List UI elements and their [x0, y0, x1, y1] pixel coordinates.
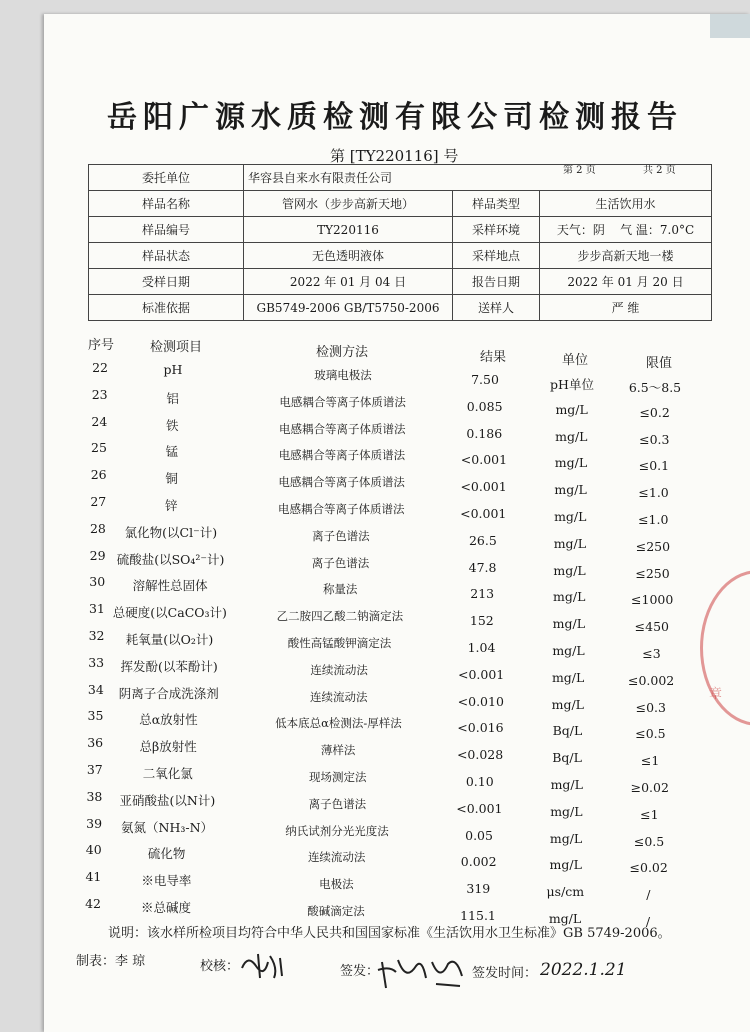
row-unit: mg/L	[555, 428, 588, 444]
sample-no-value: TY220116	[244, 217, 453, 243]
header-unit: 单位	[562, 353, 589, 368]
row-unit: mg/L	[554, 482, 587, 498]
row-result: 26.5	[468, 532, 497, 548]
row-unit: mg/L	[553, 535, 587, 551]
row-unit: mg/L	[553, 589, 586, 605]
row-method: 离子色谱法	[311, 555, 370, 570]
row-method: 电感耦合等离子体质谱法	[278, 475, 405, 490]
row-item: 铜	[165, 471, 178, 487]
row-method: 薄样法	[320, 743, 356, 758]
row-item: ※总碱度	[140, 900, 191, 915]
row-result: 0.002	[460, 854, 497, 870]
row-no: 37	[86, 762, 103, 777]
sample-info-table	[88, 164, 712, 321]
row-item: 硫酸盐(以SO₄²⁻计)	[116, 551, 225, 567]
checker-signature	[238, 948, 288, 982]
page-current: 第 2 页	[563, 165, 596, 176]
row-unit: mg/L	[550, 803, 583, 819]
row-item: 氯化物(以Cl⁻计)	[124, 524, 218, 540]
report-date-label: 报告日期	[453, 269, 540, 295]
conclusion-note: 说明：该水样所检项目均符合中华人民共和国国家标准《生活饮用水卫生标准》GB 5749-2006。	[108, 926, 671, 941]
row-limit: ≤1000	[631, 592, 674, 608]
row-limit: 6.5～8.5	[628, 380, 682, 395]
std-value: GB5749-2006 GB/T5750-2006	[244, 295, 453, 321]
row-result: 115.1	[460, 908, 496, 923]
row-unit: mg/L	[554, 455, 588, 471]
report-number: 第 [TY220116] 号	[330, 147, 459, 165]
row-item: 锌	[164, 498, 178, 513]
row-limit: ≤3	[642, 646, 661, 661]
row-unit: mg/L	[549, 857, 582, 873]
row-item: 铁	[166, 417, 179, 433]
row-item: pH	[163, 362, 183, 377]
row-method: 乙二胺四乙酸二钠滴定法	[276, 609, 404, 624]
row-method: 玻璃电极法	[314, 368, 372, 382]
row-no: 24	[91, 413, 108, 429]
env-value	[540, 217, 712, 243]
row-method: 连续流动法	[310, 662, 368, 677]
row-item: 硫化物	[147, 846, 186, 862]
row-no: 25	[91, 440, 107, 456]
row-result: 1.04	[467, 640, 496, 655]
row-unit: mg/L	[549, 830, 583, 846]
row-item: ※电导率	[141, 873, 192, 889]
row-no: 28	[89, 520, 106, 536]
row-limit: ≤1.0	[638, 512, 669, 527]
client-label: 委托单位	[89, 165, 244, 191]
row-method: 低本底总α检测法-厚样法	[275, 716, 402, 731]
row-method: 离子色谱法	[312, 528, 370, 543]
row-unit: Bq/L	[552, 750, 582, 766]
row-unit: pH单位	[550, 377, 594, 392]
row-unit: mg/L	[554, 509, 587, 524]
row-unit: μs/cm	[546, 884, 585, 900]
row-limit: ≤250	[635, 565, 670, 581]
row-result: <0.010	[457, 693, 504, 709]
maker	[76, 950, 145, 969]
row-no: 40	[85, 842, 102, 858]
sender-value: 严 维	[540, 295, 712, 321]
row-no: 32	[88, 628, 105, 643]
row-item: 氨氮（NH₃-N）	[121, 819, 214, 835]
page-corner	[710, 14, 750, 38]
recv-date-value: 2022 年 01 月 04 日	[244, 269, 453, 295]
row-limit: ≤450	[634, 619, 670, 635]
maker-label: 制表：	[76, 954, 116, 969]
row-limit: /	[646, 887, 651, 903]
row-method: 酸性高锰酸钾滴定法	[287, 636, 392, 650]
row-limit: ≤0.5	[633, 833, 665, 849]
row-method: 酸碱滴定法	[307, 904, 365, 918]
header-method: 检测方法	[316, 345, 369, 360]
row-limit: ≤1.0	[638, 485, 669, 501]
row-unit: mg/L	[548, 911, 582, 926]
client-value: 华容县自来水有限责任公司	[244, 165, 712, 191]
row-limit: ≤1	[640, 806, 659, 822]
row-no: 30	[89, 574, 106, 590]
issuer-label: 签发：	[340, 964, 380, 979]
sample-no-label: 样品编号	[89, 217, 244, 243]
row-method: 电感耦合等离子体质谱法	[279, 394, 406, 409]
row-result: 7.50	[471, 372, 499, 387]
row-item: 二氧化氯	[142, 766, 193, 781]
report-title: 岳阳广源水质检测有限公司检测报告	[107, 100, 683, 135]
row-limit: ≤1	[640, 753, 660, 769]
env-weather: 天气：阴	[556, 223, 605, 237]
row-limit: ≤0.3	[639, 431, 670, 447]
page-total: 共 2 页	[643, 165, 676, 176]
header-no: 序号	[88, 338, 115, 353]
row-method: 称量法	[322, 582, 358, 597]
row-no: 26	[90, 467, 107, 483]
row-item: 总β放射性	[139, 739, 197, 755]
row-item: 挥发酚(以苯酚计)	[120, 658, 218, 674]
header-item: 检测项目	[150, 340, 203, 355]
env-label: 采样环境	[453, 217, 540, 243]
row-limit: ≤0.1	[638, 458, 670, 474]
header-result: 结果	[480, 350, 507, 365]
row-no: 42	[85, 896, 101, 911]
row-result: 0.186	[466, 425, 503, 441]
row-result: <0.001	[458, 666, 505, 682]
row-result: <0.028	[456, 747, 504, 763]
header-limit: 限值	[646, 356, 673, 371]
row-unit: mg/L	[551, 696, 584, 712]
row-result: 0.085	[466, 398, 503, 414]
row-unit: mg/L	[553, 562, 586, 578]
row-item: 亚硝酸盐(以N计)	[119, 792, 216, 808]
row-result: <0.001	[460, 452, 508, 468]
env-temp: 气 温：7.0°C	[620, 223, 695, 237]
issuer-signature	[376, 952, 468, 992]
sender-label: 送样人	[453, 295, 540, 321]
row-limit: ≤0.3	[635, 699, 666, 715]
row-unit: mg/L	[550, 777, 583, 792]
row-item: 总硬度(以CaCO₃计)	[112, 605, 227, 621]
row-limit: ≤0.02	[629, 860, 668, 876]
row-result: <0.001	[460, 479, 507, 495]
row-no: 38	[86, 788, 103, 804]
issue-time-label: 签发时间：	[472, 966, 538, 981]
stamp-fragment: 章	[709, 687, 723, 702]
row-item: 总α放射性	[139, 712, 198, 728]
row-unit: mg/L	[552, 616, 586, 632]
recv-date-label: 受样日期	[89, 269, 244, 295]
site-label: 采样地点	[453, 243, 540, 269]
row-result: 319	[466, 881, 491, 897]
row-no: 33	[88, 654, 105, 670]
report-date-value: 2022 年 01 月 20 日	[540, 269, 712, 295]
row-limit: /	[645, 914, 651, 929]
row-unit: Bq/L	[552, 723, 583, 739]
checker-label: 校核：	[200, 959, 240, 974]
row-limit: ≤250	[635, 538, 671, 554]
row-method: 电极法	[319, 877, 354, 892]
row-limit: ≤0.2	[639, 404, 670, 420]
state-value: 无色透明液体	[244, 243, 453, 269]
row-unit: mg/L	[551, 669, 585, 685]
row-method: 电感耦合等离子体质谱法	[278, 502, 405, 516]
row-method: 电感耦合等离子体质谱法	[278, 448, 406, 463]
row-item: 锰	[165, 444, 179, 460]
row-limit: ≥0.02	[630, 780, 669, 795]
state-label: 样品状态	[89, 243, 244, 269]
row-method: 现场测定法	[309, 770, 367, 784]
issue-time-value: 2022.1.21	[540, 960, 627, 980]
sample-type-value: 生活饮用水	[540, 191, 712, 217]
sample-type-label: 样品类型	[453, 191, 540, 217]
row-method: 连续流动法	[310, 689, 368, 704]
row-no: 36	[87, 735, 104, 751]
row-unit: mg/L	[552, 643, 585, 658]
row-limit: ≤0.5	[635, 726, 666, 742]
row-result: 47.8	[468, 559, 497, 575]
row-result: 0.05	[465, 827, 493, 843]
row-no: 27	[90, 494, 107, 509]
row-result: <0.001	[456, 800, 503, 816]
sample-name-label: 样品名称	[89, 191, 244, 217]
row-method: 离子色谱法	[308, 796, 367, 811]
row-item: 溶解性总固体	[132, 578, 208, 594]
site-value: 步步高新天地一楼	[540, 243, 712, 269]
sample-name-value: 管网水（步步高新天地）	[244, 191, 453, 217]
row-result: 213	[470, 586, 495, 602]
row-method: 连续流动法	[307, 850, 366, 865]
row-no: 31	[88, 601, 105, 617]
row-result: 152	[469, 613, 494, 629]
row-no: 39	[86, 815, 103, 831]
row-method: 纳氏试剂分光光度法	[285, 823, 389, 838]
row-method: 电感耦合等离子体质谱法	[279, 421, 406, 436]
row-result: 0.10	[465, 774, 494, 789]
maker-name: 李 琼	[115, 954, 146, 969]
row-no: 29	[89, 547, 106, 563]
row-no: 41	[85, 869, 102, 885]
row-limit: ≤0.002	[628, 672, 675, 688]
row-no: 23	[91, 386, 108, 402]
row-item: 阴离子合成洗涤剂	[118, 685, 219, 701]
row-no: 35	[87, 708, 104, 724]
row-item: 耗氧量(以O₂计)	[125, 632, 214, 647]
std-label: 标准依据	[89, 295, 244, 321]
row-unit: mg/L	[555, 401, 588, 417]
row-item: 铝	[166, 390, 179, 406]
row-no: 22	[92, 360, 108, 375]
row-result: <0.016	[457, 720, 504, 736]
row-no: 34	[87, 681, 104, 697]
row-result: <0.001	[460, 506, 507, 521]
